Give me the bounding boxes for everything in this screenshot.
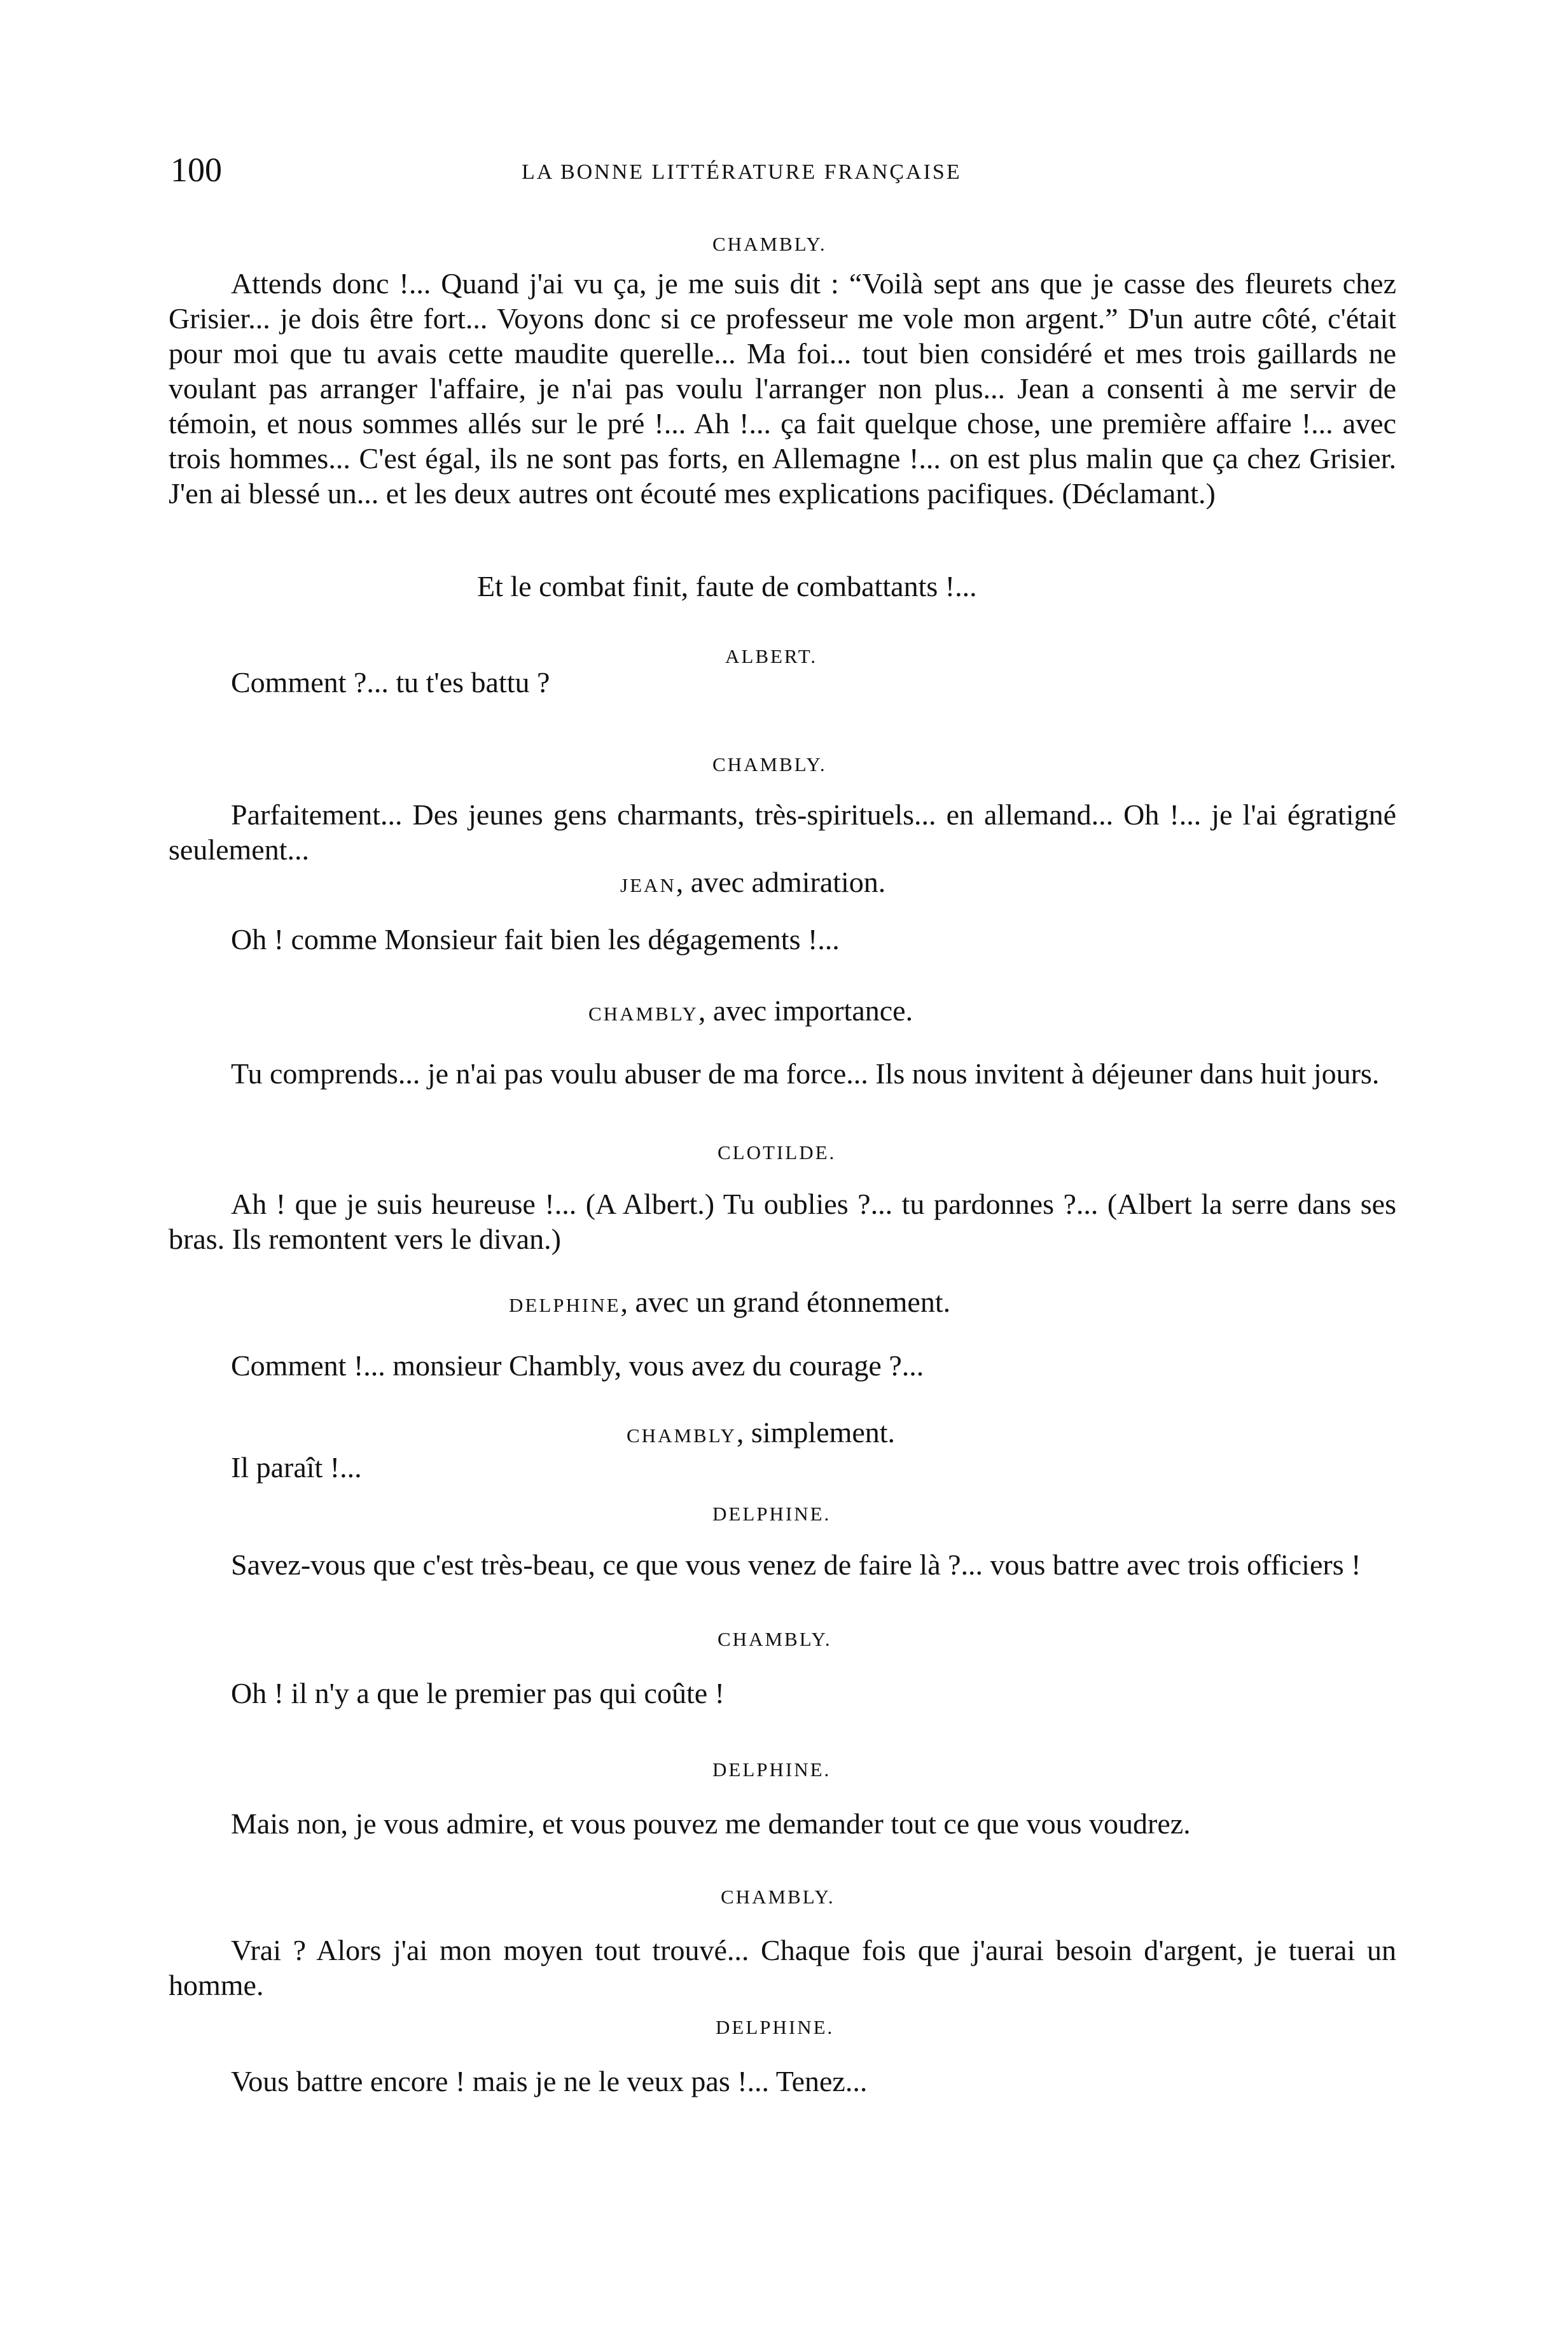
speaker-name: ALBERT. <box>725 645 818 667</box>
speaker-name: CHAMBLY. <box>712 753 827 775</box>
speech-text: Parfaitement... Des jeunes gens charmants, très-spirituels... en allemand... Oh !... je l'ai égratigné seulement... <box>169 798 1396 866</box>
page-header <box>0 150 1568 201</box>
speaker-name: CHAMBLY, simplement. <box>627 1416 896 1449</box>
speech-text: Il paraît !... <box>231 1451 362 1484</box>
speaker-name: DELPHINE. <box>712 1503 831 1525</box>
running-title: LA BONNE LITTÉRATURE FRANÇAISE <box>522 160 962 184</box>
speech-text: Oh ! comme Monsieur fait bien les dégagements !... <box>231 923 840 956</box>
speech-text: Attends donc !... Quand j'ai vu ça, je me suis dit : “Voilà sept ans que je casse des fleurets chez Grisier... je dois être fort... Voyons donc si ce professeur me vole mon argent.” D'un autre côté, c'était pour moi que tu avais cette maudite querelle... Ma foi... tout bien considéré et mes trois gaillards ne voulant pas arranger l'affaire, je n'ai pas voulu l'arranger non plus... Jean a consenti à me servir de témoin, et nous sommes allés sur le pré !... Ah !... ça fait quelque chose, une première affaire !... avec trois hommes... C'est égal, ils ne sont pas forts, en Allemagne !... on est plus malin que ça chez Grisier. J'en ai blessé un... et les deux autres ont écouté mes explications pacifiques. (Déclamant.) <box>169 267 1396 510</box>
speaker-name: CLOTILDE. <box>718 1141 836 1164</box>
speaker-name: CHAMBLY. <box>721 1886 835 1908</box>
speaker-name: CHAMBLY. <box>718 1628 832 1650</box>
speech-text: Comment !... monsieur Chambly, vous avez du courage ?... <box>231 1349 924 1382</box>
speech-text: Savez-vous que c'est très-beau, ce que vous venez de faire là ?... vous battre avec trois officiers ! <box>231 1548 1361 1581</box>
speech-text: Ah ! que je suis heureuse !... (A Albert.) Tu oublies ?... tu pardonnes ?... (Albert la serre dans ses bras. Ils remontent vers le divan.) <box>169 1188 1396 1255</box>
speech-text: Oh ! il n'y a que le premier pas qui coûte ! <box>231 1677 725 1709</box>
verse-line: Et le combat finit, faute de combattants !... <box>477 570 977 602</box>
speech-text: Comment ?... tu t'es battu ? <box>231 666 550 699</box>
speaker-name: DELPHINE. <box>712 1758 831 1781</box>
speaker-name: CHAMBLY, avec importance. <box>588 994 913 1027</box>
speaker-name: JEAN, avec admiration. <box>620 866 886 898</box>
speaker-name: DELPHINE. <box>716 2016 835 2038</box>
speech-text: Tu comprends... je n'ai pas voulu abuser de ma force... Ils nous invitent à déjeuner dans huit jours. <box>231 1057 1380 1090</box>
speech-text: Mais non, je vous admire, et vous pouvez me demander tout ce que vous voudrez. <box>231 1807 1191 1840</box>
speech-text: Vrai ? Alors j'ai mon moyen tout trouvé... Chaque fois que j'aurai besoin d'argent, je tuerai un homme. <box>169 1934 1396 2001</box>
page-number: 100 <box>170 151 222 189</box>
speech-text: Vous battre encore ! mais je ne le veux pas !... Tenez... <box>231 2065 868 2097</box>
speaker-name: CHAMBLY. <box>712 233 827 255</box>
speaker-name: DELPHINE, avec un grand étonnement. <box>509 1286 951 1318</box>
